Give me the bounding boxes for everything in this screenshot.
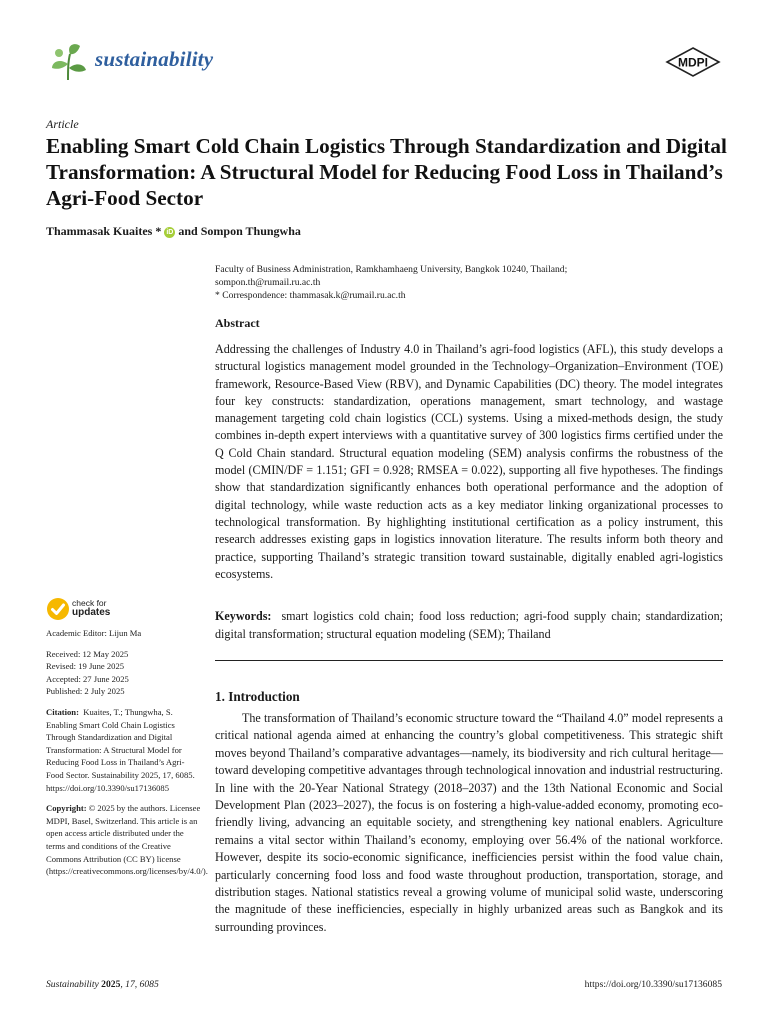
section-heading: 1. Introduction: [215, 689, 300, 704]
published-date: Published: 2 July 2025: [46, 686, 125, 697]
corresponding-mark: *: [155, 224, 162, 238]
correspondence: * Correspondence: thammasak.k@rumail.ru.ac.th: [215, 290, 406, 301]
abstract-heading: Abstract: [215, 316, 260, 330]
copyright-block: [46, 802, 208, 878]
revised-date: Revised: 19 June 2025: [46, 661, 125, 672]
mdpi-logo-icon: [665, 47, 721, 77]
footer-citation: [46, 979, 159, 990]
citation-block: [46, 706, 201, 794]
author-name[interactable]: Sompon Thungwha: [200, 224, 301, 238]
article-type: Article: [46, 117, 79, 131]
check-updates-icon: [46, 597, 70, 621]
check-updates-label: [72, 599, 110, 617]
check-updates-line1: check for: [72, 598, 107, 608]
sustainability-leaf-logo-icon: [46, 40, 90, 84]
abstract-text: Addressing the challenges of Industry 4.0 in Thailand’s agri-food logistics (AFL), this study develops a structural logistics management model grounded in the Technology–Organization–Environment (TOE) framework, Resource-Based View (RBV), and Dynamic Capabilities (DC) theory. The model integrates four key constructs: standardization, operations management, smart technology, and wastage management targeting cold chain logistics (CCL) systems. Using a mixed-methods design, the study combines in-depth expert interviews with a quantitative survey of 300 logistics firms certified under the Q Cold Chain standard. Structural equation modeling (SEM) analysis confirms the robustness of the model (CMIN/DF = 1.151; GFI = 0.928; RMSEA = 0.022), supporting all five hypotheses. The findings show that standardization significantly enhances both operational performance and the adoption of digital technology, while waste reduction acts as a key mediator linking organizational processes to technological transformation. By highlighting institutional certification as a policy instrument, this research addresses existing gaps in logistics innovation literature. The results inform both theory and practice, supporting Thailand’s strategic transition toward sustainable, digitally enabled agri-logistics ecosystems.: [215, 342, 723, 581]
keywords: [215, 608, 723, 643]
author-name[interactable]: Thammasak Kuaites: [46, 224, 153, 238]
author-list: [46, 224, 301, 239]
academic-editor: Academic Editor: Lijun Ma: [46, 628, 142, 638]
footer-doi-link[interactable]: https://doi.org/10.3390/su17136085: [584, 979, 722, 990]
section-divider: [215, 660, 723, 661]
citation-text: Kuaites, T.; Thungwha, S. Enabling Smart Cold Chain Logistics Through Standardization and Digital Transformation: A Structural Model for Reducing Food Loss in Thailand’s Agri-Food Sector. Sustainability 2025, 17, 6085. https://doi.org/10.3390/su17136085: [46, 706, 195, 793]
footer-year: 2025: [101, 979, 121, 990]
check-for-updates-button[interactable]: [46, 597, 156, 623]
article-info-sidebar: [46, 627, 208, 878]
affiliation: [215, 263, 735, 302]
svg-text:MDPI: MDPI: [678, 55, 708, 70]
affiliation-line: Faculty of Business Administration, Ramkhamhaeng University, Bangkok 10240, Thailand;: [215, 264, 568, 275]
keywords-text: smart logistics cold chain; food loss reduction; agri-food supply chain; standardization; digital transformation; structural equation modeling (SEM); Thailand: [215, 609, 723, 641]
citation-label: Citation:: [46, 706, 79, 717]
footer-journal: Sustainability: [46, 979, 99, 990]
article-title: Enabling Smart Cold Chain Logistics Through Standardization and Digital Transformation: A Structural Model for Reducing Food Loss in Thailand’s Agri-Food Sector: [46, 134, 727, 210]
introduction-text: The transformation of Thailand’s economic structure toward the “Thailand 4.0” model represents a critical national agenda aimed at enhancing the country’s global competitiveness. This strategic shift moves beyond Thailand’s comparative advantages—namely, its biodiversity and rich cultural heritage—toward developing competitive advantages through technological innovation and industrial restructuring. In line with the 20-Year National Strategy (2018–2037) and the 13th National Economic and Social Development Plan (2023–2027), the focus is on fostering a high-value-added economy, promoting eco-friendly living, advancing an equitable society, and strengthening key national enablers. Agriculture remains a vital sector within Thailand’s economy, employing over 56.4% of the national workforce. However, despite its socio-economic significance, inefficiencies persist within the food value chain, particularly concerning food loss and food waste throughout production, transportation, storage, and distribution stages. National statistics reveal a growing volume of municipal solid waste, underscoring the magnitude of these inefficiencies, especially in highly urbanized areas such as Bangkok and its surrounding provinces.: [215, 711, 723, 934]
journal-name: sustainability: [95, 47, 214, 71]
accepted-date: Accepted: 27 June 2025: [46, 673, 129, 684]
keywords-label: Keywords:: [215, 609, 272, 623]
copyright-text: © 2025 by the authors. Licensee MDPI, Basel, Switzerland. This article is an open access article distributed under the terms and conditions of the Creative Commons Attribution (CC BY) license (https://creativecommons.org/licenses/by/4.0/).: [46, 803, 208, 877]
copyright-label: Copyright:: [46, 803, 87, 814]
received-date: Received: 12 May 2025: [46, 648, 129, 659]
footer-volume: , 17, 6085: [120, 979, 159, 990]
author-connector: and: [178, 224, 198, 238]
orcid-icon[interactable]: iD: [166, 229, 174, 236]
check-updates-line2: updates: [72, 607, 111, 618]
affiliation-email[interactable]: sompon.th@rumail.ru.ac.th: [215, 277, 321, 288]
